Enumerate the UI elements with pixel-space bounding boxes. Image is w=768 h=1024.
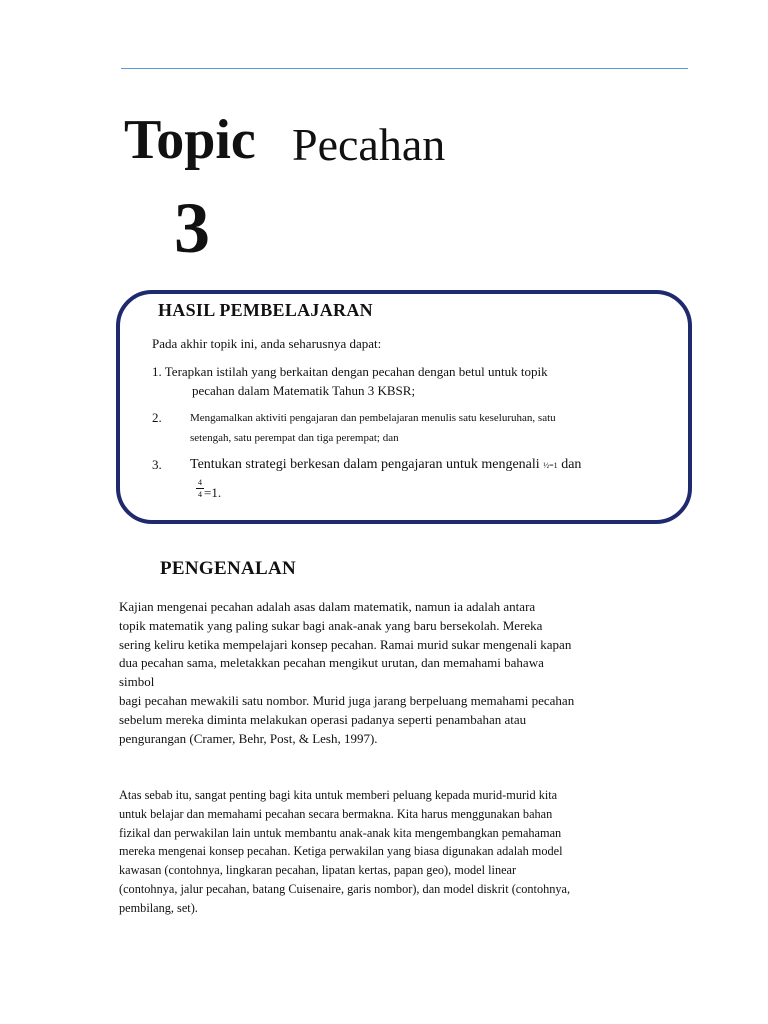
topic-label: Topic	[124, 109, 256, 171]
stacked-fraction	[196, 478, 204, 499]
outcome-number: 2.	[152, 410, 162, 425]
fraction-bar	[196, 488, 204, 489]
paragraph-line: pembilang, set).	[119, 900, 198, 915]
learning-outcomes-heading: HASIL PEMBELAJARAN	[158, 300, 373, 320]
outcome-text: Terapkan istilah yang berkaitan dengan pecahan dengan betul untuk topik	[164, 364, 548, 379]
topic-title: Pecahan	[292, 119, 446, 170]
outcome-item-3	[152, 455, 652, 475]
outcome-item-2	[152, 408, 652, 448]
paragraph-line: Kajian mengenai pecahan adalah asas dalam matematik, namun ia adalah antara	[119, 599, 536, 614]
fraction-denominator: 4	[198, 490, 202, 499]
header-rule	[121, 68, 688, 69]
outcome-text-continued: pecahan dalam Matematik Tahun 3 KBSR;	[192, 383, 416, 398]
paragraph-line: bagi pecahan mewakili satu nombor. Murid juga jarang berpeluang memahami pecahan	[119, 692, 575, 708]
paragraph-line: pengurangan (Cramer, Behr, Post, & Lesh, 1997).	[119, 730, 378, 746]
introduction-paragraph-1	[119, 598, 699, 748]
inline-fraction: ½=1	[543, 461, 558, 470]
outcome-text: Tentukan strategi berkesan dalam pengajaran untuk mengenali	[190, 457, 540, 472]
paragraph-line: mereka mengenai konsep pecahan. Ketiga perwakilan yang biasa digunakan adalah model	[119, 844, 563, 859]
paragraph-line: fizikal dan perwakilan lain untuk membantu anak-anak kita mengembangkan pemahaman	[119, 825, 562, 840]
fraction-numerator: 4	[198, 478, 202, 487]
paragraph-line: topik matematik yang paling sukar bagi anak-anak yang baru bersekolah. Mereka	[119, 617, 543, 633]
outcome-number: 3.	[152, 457, 162, 472]
paragraph-line: dua pecahan sama, meletakkan pecahan mengikut urutan, dan memahami bahawa	[119, 655, 544, 671]
outcome-text-tail: dan	[561, 457, 582, 472]
learning-outcomes-intro: Pada akhir topik ini, anda seharusnya dapat:	[152, 336, 382, 351]
topic-number: 3	[174, 188, 210, 268]
outcome-text: Mengamalkan aktiviti pengajaran dan pembelajaran menulis satu keseluruhan, satu	[190, 412, 556, 424]
section-heading-introduction: PENGENALAN	[160, 558, 297, 579]
introduction-paragraph-2	[119, 786, 699, 918]
outcome-item-1	[152, 362, 632, 400]
outcome-number: 1.	[152, 364, 162, 379]
paragraph-line: sebelum mereka diminta melakukan operasi padanya seperti penambahan atau	[119, 711, 527, 727]
paragraph-line: (contohnya, jalur pecahan, batang Cuisenaire, garis nombor), dan model diskrit (contohnya,	[119, 881, 571, 896]
fraction-equals-one: =1.	[204, 485, 222, 500]
paragraph-line: kawasan (contohnya, lingkaran pecahan, lipatan kertas, papan geo), model linear	[119, 863, 517, 878]
paragraph-line: Atas sebab itu, sangat penting bagi kita untuk memberi peluang kepada murid-murid kita	[119, 788, 558, 802]
outcome-text-continued: setengah, satu perempat dan tiga perempat; dan	[190, 432, 399, 444]
paragraph-line: simbol	[119, 674, 155, 690]
paragraph-line: untuk belajar dan memahami pecahan secara bermakna. Kita harus menggunakan bahan	[119, 806, 553, 821]
paragraph-line: sering keliru ketika mempelajari konsep pecahan. Ramai murid sukar mengenali kapan	[119, 636, 572, 652]
